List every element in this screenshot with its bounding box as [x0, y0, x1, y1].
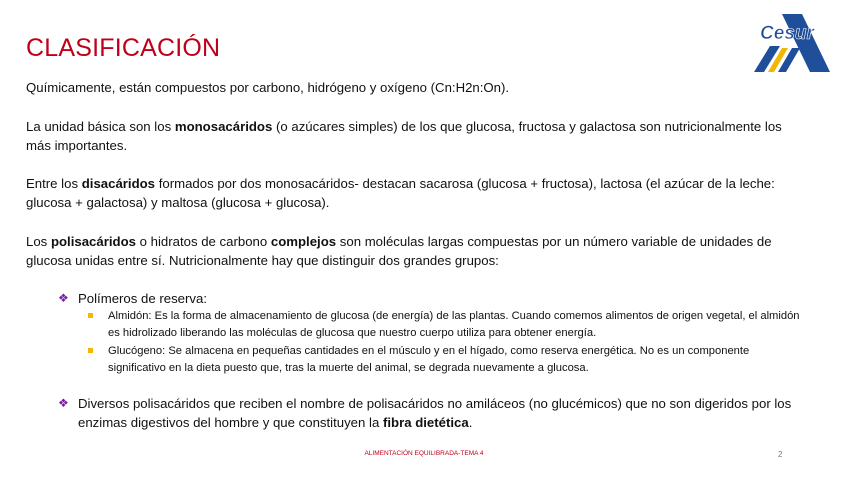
paragraph-disaccharides: [26, 174, 806, 212]
bullet-reserve-polymers: [58, 289, 808, 308]
cesur-logo: [752, 12, 832, 74]
page-number: 2: [778, 450, 783, 459]
starch-text: Es la forma de almacenamiento de glucosa (de energía) de las plantas. Cuando comemos alimentos de origen vegetal, el almidón es hidrolizado liberando las moléculas de glucosa que nuestro cuerpo utiliza para obtener energía.: [108, 310, 800, 339]
paragraph-composition: Químicamente, están compuestos por carbono, hidrógeno y oxígeno (Cn:H2n:On).: [26, 80, 510, 95]
glycogen-text: Se almacena en pequeñas cantidades en el músculo y en el hígado, como reserva energética. No es un componente significativo en la dieta puesto que, tras la muerte del animal, se degrada nuevamente a glucosa.: [108, 345, 750, 374]
fiber-bold: fibra dietética: [382, 415, 469, 430]
diamond-bullet-icon: ❖: [58, 396, 69, 410]
footer-text: ALIMENTACIÓN EQUILIBRADA-TEMA 4: [364, 450, 484, 457]
para2-bold: monosacáridos: [174, 119, 273, 134]
para4-bold2: complejos: [270, 234, 337, 249]
para4-pre: Los: [26, 234, 51, 249]
para2-pre: La unidad básica son los: [26, 119, 175, 134]
fiber-post: .: [468, 415, 473, 430]
diamond-bullet-icon: ❖: [58, 291, 69, 305]
glycogen-label: Glucógeno:: [108, 345, 166, 357]
para4-mid: o hidratos de carbono: [135, 234, 271, 249]
bullet-reserve-text: Polímeros de reserva:: [78, 291, 207, 306]
para4-post: son moléculas largas compuestas por un número variable de unidades de glucosa unidas entre sí. Nutricionalmente hay que distinguir dos grandes grupos:: [26, 234, 772, 268]
subbullet-starch: [88, 308, 808, 342]
square-bullet-icon: [88, 313, 93, 318]
slide-title: CLASIFICACIÓN: [26, 34, 221, 62]
para2-post: (o azúcares simples) de los que glucosa, fructosa y galactosa son nutricionalmente los más importantes.: [26, 119, 782, 153]
para3-bold: disacáridos: [81, 176, 156, 191]
para3-pre: Entre los: [26, 176, 82, 191]
subbullet-glycogen: [88, 343, 808, 377]
starch-label: Almidón:: [108, 310, 152, 322]
para4-bold1: polisacáridos: [50, 234, 136, 249]
bullet-dietary-fiber: [58, 394, 808, 432]
logo-text: Cesur: [760, 23, 814, 44]
paragraph-monosaccharides: [26, 117, 806, 155]
fiber-pre: Diversos polisacáridos que reciben el nombre de polisacáridos no amiláceos (no glucémicos) que no son digeridos por los enzimas digestivos del hombre y que constituyen la: [78, 396, 792, 430]
square-bullet-icon: [88, 348, 93, 353]
para3-post: formados por dos monosacáridos- destacan sacarosa (glucosa + fructosa), lactosa (el azúcar de la leche: glucosa + galactosa) y maltosa (glucosa + glucosa).: [26, 176, 775, 210]
paragraph-polysaccharides: [26, 232, 806, 270]
